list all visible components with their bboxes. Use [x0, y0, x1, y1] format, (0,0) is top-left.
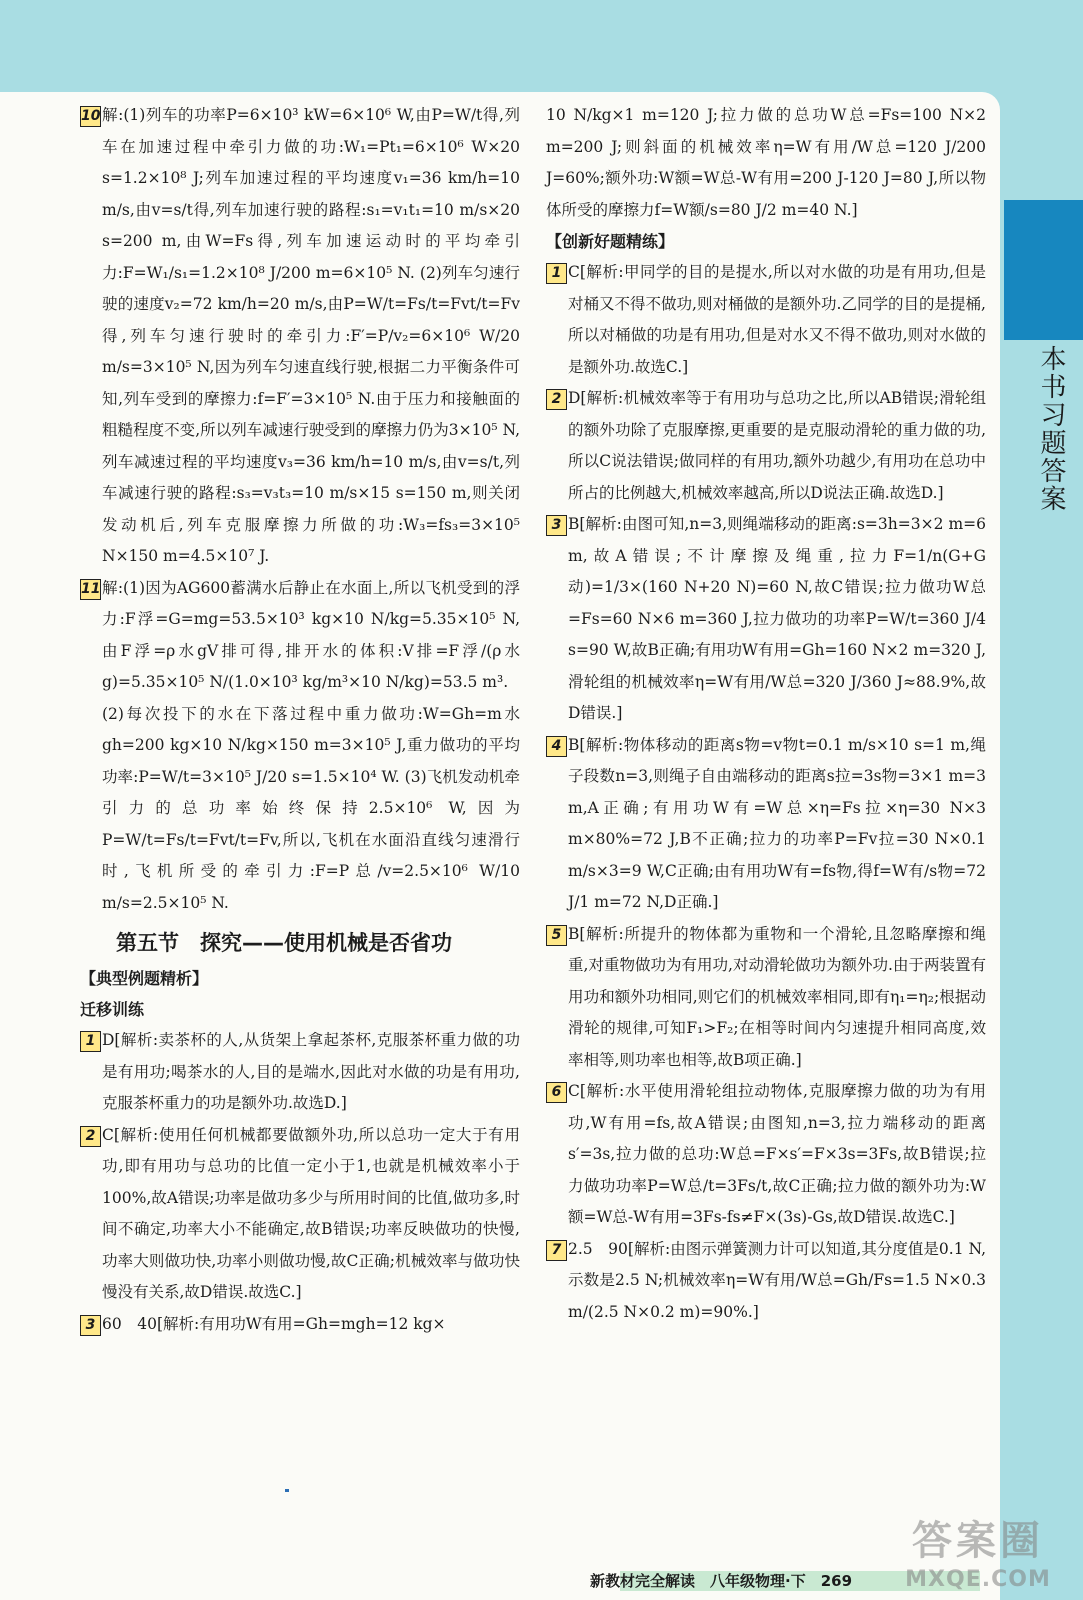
watermark-logo [878, 1515, 1078, 1597]
answer-text-continued: 10 N/kg×1 m=120 J;拉力做的总功W总=Fs=100 N×2 m=200 J;则斜面的机械效率η=W有用/W总=120 J/200 J=60%;额外功:W额=W总-W有用=200 J-120 J=80 J,所以物体所受的摩擦力f=W额/s=80 J/2 m=40 N.] [546, 106, 986, 219]
question-number-badge: 1 [80, 1031, 101, 1052]
question-number-badge: 1 [546, 263, 567, 284]
question-number-badge: 2 [546, 389, 567, 410]
answer-item-c6 [546, 1076, 986, 1234]
question-number-badge: 2 [80, 1126, 101, 1147]
transfer-training-heading: 迁移训练 [80, 1000, 145, 1019]
blue-dot-mark [285, 1489, 289, 1492]
answer-text: C[解析:水平使用滑轮组拉动物体,克服摩擦力做的功为有用功,W有用=fs,故A错误;由图知,n=3,拉力端移动的距离s′=3s,拉力做的总功:W总=F×s′=F×3s=3Fs,故B错误;拉力做功功率P=W总/t=3Fs/t,故C正确;拉力做的额外功为:W额=W总-W有用=3Fs-fs≠F×(3s)-Gs,故D错误.故选C.] [568, 1082, 986, 1226]
question-number-badge: 6 [546, 1082, 567, 1103]
page-footer: 新教材完全解读 八年级物理·下 269 [590, 1572, 853, 1590]
answer-text-continued: (2)每次投下的水在下落过程中重力做功:W=Gh=m水gh=200 kg×10 N/kg×150 m=3×10⁵ J,重力做功的平均功率:P=W/t=3×10⁵ J/20 s=1.5×10⁴ W. (3)飞机发动机牵引力的总功率始终保持2.5×10⁶ W,因为P=W/t=Fs/t=Fvt/t=Fv,所以,飞机在水面沿直线匀速滑行时,飞机所受的牵引力:F=P总/v=2.5×10⁶ W/10 m/s=2.5×10⁵ N. [102, 704, 520, 912]
answer-text: C[解析:使用任何机械都要做额外功,所以总功一定大于有用功,即有用功与总功的比值一定小于1,也就是机械效率小于100%,故A错误;功率是做功多少与所用时间的比值,做功多,时间不确定,功率大小不能确定,故B错误;功率反映做功的快慢,功率大则做功快,功率小则做功慢,故C正确;机械效率与做功快慢没有关系,故D错误.故选C.] [102, 1125, 520, 1301]
answer-text: B[解析:由图可知,n=3,则绳端移动的距离:s=3h=3×2 m=6 m,故A错误;不计摩擦及绳重,拉力F=1/n(G+G动)=1/3×(160 N+20 N)=60 N,故C错误;拉力做功W总=Fs=60 N×6 m=360 J,拉力做功的功率P=W/t=360 J/4 s=90 W,故B正确;有用功W有用=Gh=160 N×2 m=320 J,滑轮组的机械效率η=W有用/W总=320 J/360 J≈88.9%,故D错误.] [568, 515, 986, 722]
answer-text: 解:(1)列车的功率P=6×10³ kW=6×10⁶ W,由P=W/t得,列车在加速过程中牵引力做的功:W₁=Pt₁=6×10⁶ W×20 s=1.2×10⁸ J;列车加速过程的平均速度v₁=36 km/h=10 m/s,由v=s/t得,列车加速行驶的路程:s₁=v₁t₁=10 m/s×20 s=200 m,由W=Fs得,列车加速运动时的平均牵引力:F=W₁/s₁=1.2×10⁸ J/200 m=6×10⁵ N. (2)列车匀速行驶的速度v₂=72 km/h=20 m/s,由P=W/t=Fs/t=Fvt/t=Fv得,列车匀速行驶时的牵引力:F′=P/v₂=6×10⁶ W/20 m/s=3×10⁵ N,因为列车匀速直线行驶,根据二力平衡条件可知,列车受到的摩擦力:f=F′=3×10⁵ N.由于压力和接触面的粗糙程度不变,所以列车减速行驶受到的摩擦力仍为3×10⁵ N,列车减速过程的平均速度v₃=36 km/h=10 m/s,由v=s/t,列车减速行驶的路程:s₃=v₃t₃=10 m/s×15 s=150 m,则关闭发动机后,列车克服摩擦力所做的功:W₃=fs₃=3×10⁵ N×150 m=4.5×10⁷ J. [102, 106, 520, 565]
answer-text: C[解析:甲同学的目的是提水,所以对水做的功是有用功,但是对桶又不得不做功,则对桶做的是额外功.乙同学的目的是提桶,所以对桶做的功是有用功,但是对水又不得不做功,则对水做的是额外功.故选C.] [568, 263, 986, 376]
answer-text: 60 40[解析:有用功W有用=Gh=mgh=12 kg× [102, 1314, 446, 1333]
answer-item-t3 [80, 1309, 520, 1341]
question-number-badge: 4 [546, 736, 567, 757]
question-number-badge: 3 [546, 515, 567, 536]
answer-text: 2.5 90[解析:由图示弹簧测力计可以知道,其分度值是0.1 N,示数是2.5 N;机械效率η=W有用/W总=Gh/Fs=1.5 N×0.3 m/(2.5 N×0.2 m)=90%.] [568, 1239, 986, 1321]
right-column [546, 100, 986, 1328]
side-tab-marker [1004, 200, 1083, 340]
answer-text: 解:(1)因为AG600蓄满水后静止在水面上,所以飞机受到的浮力:F浮=G=mg=53.5×10³ kg×10 N/kg=5.35×10⁵ N,由F浮=ρ水gV排可得,排开水的体积:V排=F浮/(ρ水g)=5.35×10⁵ N/(1.0×10³ kg/m³×10 N/kg)=53.5 m³. [102, 578, 520, 691]
typical-examples-heading: 【典型例题精析】 [80, 969, 209, 988]
left-column [80, 100, 520, 1340]
answer-item-t2 [80, 1120, 520, 1309]
question-number-badge: 10 [80, 106, 101, 127]
question-number-badge: 7 [546, 1240, 567, 1261]
answer-text: D[解析:机械效率等于有用功与总功之比,所以AB错误;滑轮组的额外功除了克服摩擦,更重要的是克服动滑轮的重力做的功,所以C说法错误;做同样的有用功,额外功越少,有用功在总功中所占的比例越大,机械效率越高,所以D说法正确.故选D.] [568, 389, 986, 502]
answer-item-c4 [546, 730, 986, 919]
answer-item-11 [80, 573, 520, 920]
answer-item-c5 [546, 919, 986, 1077]
question-number-badge: 11 [80, 579, 101, 600]
answer-item-c1 [546, 257, 986, 383]
answer-item-10 [80, 100, 520, 573]
question-number-badge: 3 [80, 1315, 101, 1336]
answer-item-t1 [80, 1025, 520, 1120]
answer-item-c3 [546, 509, 986, 730]
answer-text: B[解析:物体移动的距离s物=v物t=0.1 m/s×10 s=1 m,绳子段数n=3,则绳子自由端移动的距离s拉=3s物=3×1 m=3 m,A正确;有用功W有=W总×η=Fs拉×η=30 N×3 m×80%=72 J,B不正确;拉力的功率P=Fv拉=30 N×0.1 m/s×3=9 W,C正确;由有用功W有=fs物,得f=W有/s物=72 J/1 m=72 N,D正确.] [568, 735, 986, 911]
side-label: 本书习题答案 [1036, 345, 1066, 513]
question-number-badge: 5 [546, 925, 567, 946]
section-title: 第五节 探究——使用机械是否省功 [116, 931, 452, 955]
answer-text: D[解析:卖茶杯的人,从货架上拿起茶杯,克服茶杯重力做的功是有用功;喝茶水的人,目的是端水,因此对水做的功是有用功,克服茶杯重力的功是额外功.故选D.] [102, 1031, 520, 1112]
answer-text: B[解析:所提升的物体都为重物和一个滑轮,且忽略摩擦和绳重,对重物做功为有用功,对动滑轮做功为额外功.由于两装置有用功和额外功相同,则它们的机械效率相同,即有η₁=η₂;根据动滑轮的规律,可知F₁>F₂;在相等时间内匀速提升相同高度,效率相等,则功率也相等,故B项正确.] [568, 924, 986, 1069]
innovation-practice-heading: 【创新好题精练】 [546, 232, 675, 251]
watermark-text: 答案圈 [912, 1518, 1044, 1564]
answer-item-c2 [546, 383, 986, 509]
watermark-url: MXQE.COM [905, 1567, 1051, 1592]
answer-item-c7 [546, 1234, 986, 1329]
